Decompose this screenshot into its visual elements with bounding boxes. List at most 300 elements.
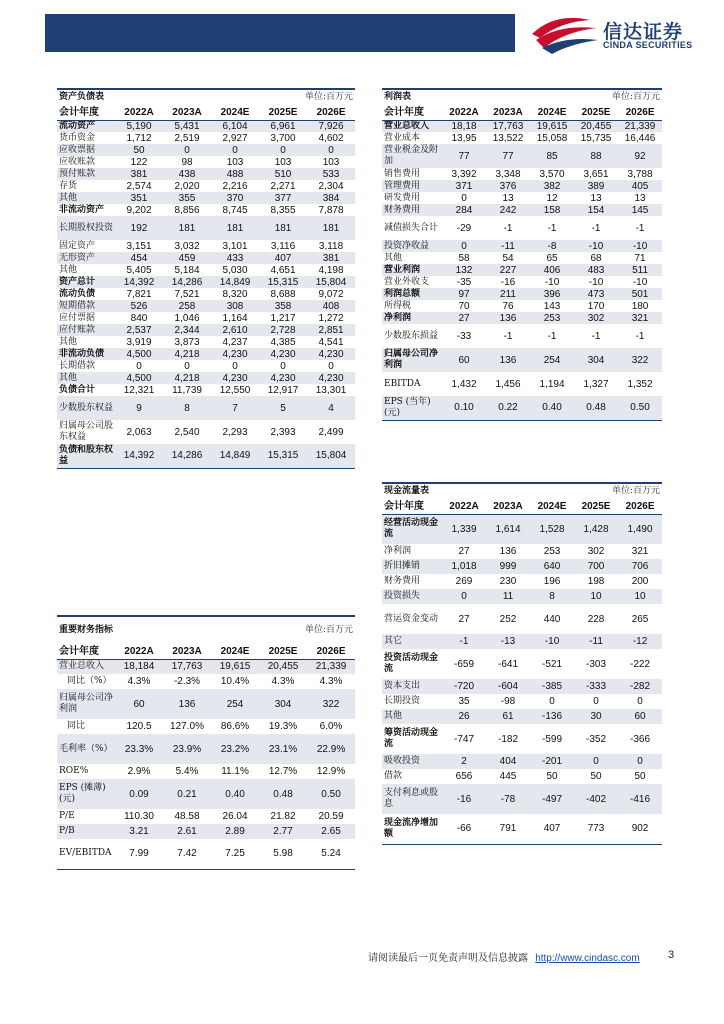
cell-value: 253 [543, 546, 561, 557]
cell-value: 1,712 [126, 132, 152, 144]
cell-value: 7,878 [318, 204, 344, 216]
cell-value: 0 [549, 696, 555, 707]
cell-value: 4,198 [318, 264, 344, 276]
cell-value: 5,184 [174, 264, 200, 276]
cell-value: 136 [486, 348, 530, 372]
cell-value: 269 [455, 576, 473, 587]
cell-value: 533 [307, 168, 355, 180]
cell-value: 8 [530, 589, 574, 604]
cell-value: 2,216 [222, 180, 248, 192]
cell-value: 20,455 [259, 659, 307, 674]
cell-value: 21.82 [270, 811, 296, 822]
cell-value: -521 [542, 658, 563, 670]
cell-value: 488 [211, 168, 259, 180]
cell-value: 60 [115, 689, 163, 719]
cell-value: 3,700 [270, 132, 296, 144]
cell-value: 181 [211, 216, 259, 240]
cell-value: 1,352 [627, 378, 653, 390]
cell-value: 154 [574, 204, 618, 216]
cell-value: 103 [274, 156, 292, 168]
cell-value: 4,237 [222, 336, 248, 348]
cell-value: 85 [530, 144, 574, 168]
row-label: 其它 [382, 634, 442, 649]
cell-value: 13,301 [315, 384, 347, 396]
table-row [382, 264, 662, 276]
cell-value: 2.77 [259, 824, 307, 839]
table-row [382, 324, 662, 348]
cell-value: 0 [211, 144, 259, 156]
year-header-row [382, 499, 662, 514]
cell-value: 2.89 [211, 824, 259, 839]
table-row [382, 168, 662, 180]
row-label: ROE% [59, 766, 89, 776]
cell-value: 8 [163, 396, 211, 420]
cell-value: 23.9% [163, 734, 211, 764]
cell-value: 0.50 [307, 779, 355, 809]
cell-value: 4,230 [211, 372, 259, 384]
cell-value: 2,540 [174, 426, 200, 438]
cell-value: 3,348 [495, 168, 521, 180]
cell-value: 1,432 [451, 378, 477, 390]
cell-value: 14,286 [163, 444, 211, 468]
cell-value: 9 [115, 396, 163, 420]
cell-value: 2.9% [127, 766, 151, 777]
table-row [57, 132, 355, 144]
cell-value: 60 [618, 709, 662, 724]
row-label: 非流动负债 [57, 348, 115, 360]
cell-value: -1 [591, 330, 601, 342]
row-label: 其他 [384, 252, 403, 263]
year-header: 2026E [618, 105, 662, 120]
row-label: 应收账款 [59, 156, 96, 167]
cell-value: 706 [618, 559, 662, 574]
cell-value: 19.3% [268, 721, 298, 732]
cell-value: 5.24 [307, 839, 355, 869]
row-label: 货币资金 [59, 132, 96, 143]
cell-value: 50 [115, 144, 163, 156]
cell-value: 136 [499, 546, 517, 557]
cell-value: 2,304 [318, 180, 344, 192]
cell-value: 4,230 [307, 372, 355, 384]
table-row [57, 444, 355, 468]
cell-value: 4 [307, 396, 355, 420]
cell-value: 6.0% [319, 721, 343, 732]
row-label: 投资损失 [382, 589, 442, 604]
cell-value: -10 [530, 634, 574, 649]
cell-value: 9,202 [126, 204, 152, 216]
cell-value: 11.1% [221, 766, 249, 777]
cell-value: 58 [458, 252, 470, 264]
row-label: 经营活动现金流 [382, 514, 442, 544]
year-header: 2026E [307, 105, 355, 120]
cell-value: 252 [499, 613, 517, 625]
cell-value: 254 [211, 689, 259, 719]
row-label: 归属母公司净利润 [382, 348, 442, 372]
cell-value: 459 [163, 252, 211, 264]
cell-value: 355 [163, 192, 211, 204]
cell-value: 4,651 [270, 264, 296, 276]
row-label: 长期股权投资 [57, 216, 115, 240]
row-label: EPS (摊薄)(元) [57, 779, 115, 809]
cell-value: 501 [618, 288, 662, 300]
cell-value: 2,851 [307, 324, 355, 336]
cell-value: 230 [499, 576, 517, 587]
cell-value: 122 [130, 156, 148, 168]
cell-value: 384 [307, 192, 355, 204]
cell-value: 8,745 [222, 204, 248, 216]
year-header-row [57, 105, 355, 120]
cell-value: 0.10 [442, 396, 486, 420]
cell-value: 97 [442, 288, 486, 300]
cell-value: 15,315 [259, 276, 307, 288]
cell-value: 127.0% [170, 721, 204, 732]
cell-value: -78 [486, 784, 530, 814]
year-header: 2025E [574, 499, 618, 514]
row-label: 固定资产 [59, 240, 96, 251]
cell-value: 14,392 [115, 276, 163, 288]
cell-value: -385 [530, 679, 574, 694]
cell-value: 181 [163, 216, 211, 240]
cell-value: 370 [211, 192, 259, 204]
row-label: 长期投资 [384, 696, 421, 706]
cell-value: 60 [442, 348, 486, 372]
cell-value: 2.61 [163, 824, 211, 839]
cell-value: 445 [499, 771, 517, 782]
cell-value: 50 [590, 771, 602, 782]
cell-value: 77 [442, 144, 486, 168]
row-label: 借款 [384, 771, 403, 781]
cell-value: 1,490 [618, 514, 662, 544]
table-title: 现金流量表 [382, 483, 530, 499]
cell-value: 198 [587, 576, 605, 587]
row-label: 归属母公司股东权益 [59, 421, 114, 442]
table-row [382, 754, 662, 769]
row-label: 营业税金及附加 [382, 144, 442, 168]
cell-value: 3,032 [174, 240, 200, 252]
cell-value: 0 [232, 360, 238, 372]
cell-value: 1,528 [530, 514, 574, 544]
cell-value: 1,456 [495, 378, 521, 390]
cell-value: -10 [618, 240, 662, 252]
cell-value: 3,116 [270, 240, 296, 252]
year-header-row [57, 644, 355, 659]
website-link[interactable]: http://www.cindasc.com [535, 953, 640, 964]
table-row [382, 604, 662, 634]
row-label: 其他 [382, 709, 442, 724]
cell-value: 0 [136, 360, 142, 372]
cell-value: 5 [259, 396, 307, 420]
cell-value: 4,230 [211, 348, 259, 360]
cell-value: 10 [574, 589, 618, 604]
table-row [382, 709, 662, 724]
table-row [57, 180, 355, 192]
cell-value: 2,020 [174, 180, 200, 192]
cell-value: 4,385 [270, 336, 296, 348]
cell-value: 4,500 [115, 372, 163, 384]
cell-value: 15,735 [580, 132, 612, 144]
cell-value: 408 [307, 300, 355, 312]
table-title-row [382, 89, 662, 105]
table-row [382, 288, 662, 300]
cell-value: 473 [574, 288, 618, 300]
cell-value: 5.98 [259, 839, 307, 869]
cell-value: 5,431 [163, 120, 211, 132]
cell-value: 15,804 [307, 276, 355, 288]
year-header: 2025E [259, 105, 307, 120]
cell-value: 16,446 [624, 132, 656, 144]
cell-value: 0.40 [530, 396, 574, 420]
cell-value: 3,651 [583, 168, 609, 180]
cell-value: 158 [530, 204, 574, 216]
cell-value: 3,101 [222, 240, 248, 252]
cell-value: 103 [322, 156, 340, 168]
cell-value: 11 [486, 589, 530, 604]
cell-value: 406 [530, 264, 574, 276]
cell-value: -98 [500, 696, 516, 707]
cell-value: 0 [280, 360, 286, 372]
cell-value: -10 [574, 240, 618, 252]
cell-value: 35 [458, 696, 470, 707]
cell-value: 7.25 [211, 839, 259, 869]
cell-value: 2,574 [126, 180, 152, 192]
cell-value: 20.59 [318, 811, 344, 822]
cell-value: 999 [486, 559, 530, 574]
cell-value: 120.5 [126, 721, 152, 732]
row-label: 销售费用 [384, 168, 421, 179]
cell-value: 68 [590, 252, 602, 264]
cell-value: -1 [591, 222, 601, 234]
cell-value: 2 [442, 754, 486, 769]
cell-value: 258 [163, 300, 211, 312]
cell-value: 1,614 [486, 514, 530, 544]
row-label: 筹资活动现金流 [384, 728, 439, 749]
cell-value: 0 [328, 360, 334, 372]
table-row [382, 348, 662, 372]
cell-value: 181 [259, 216, 307, 240]
table-row [57, 288, 355, 300]
income-statement-table [382, 88, 662, 421]
cell-value: -604 [486, 679, 530, 694]
year-header: 2025E [259, 644, 307, 659]
cell-value: 92 [618, 144, 662, 168]
year-header: 2024E [211, 105, 259, 120]
row-label: 所得税 [384, 300, 412, 311]
cell-value: 510 [259, 168, 307, 180]
cell-value: 23.1% [259, 734, 307, 764]
cell-value: 3,570 [539, 168, 565, 180]
cell-value: 61 [486, 709, 530, 724]
table-row [382, 724, 662, 754]
cell-value: 396 [530, 288, 574, 300]
cell-value: 308 [211, 300, 259, 312]
cell-value: 2,610 [211, 324, 259, 336]
table-row [57, 240, 355, 252]
row-label: 流动资产 [57, 120, 115, 132]
year-header: 2022A [115, 105, 163, 120]
cell-value: 404 [486, 754, 530, 769]
cell-value: -8 [530, 240, 574, 252]
cell-value: 110.30 [124, 811, 154, 822]
cell-value: 405 [618, 180, 662, 192]
table-row [57, 144, 355, 156]
table-row [57, 659, 355, 674]
row-label: 减值损失合计 [384, 222, 439, 233]
cell-value: 1,272 [318, 312, 344, 324]
cell-value: -1 [503, 222, 513, 234]
row-label: 负债和股东权益 [57, 444, 115, 468]
cell-value: 3,788 [627, 168, 653, 180]
cell-value: 6,104 [211, 120, 259, 132]
brand-name-cn: 信达证券 [603, 21, 684, 43]
year-header: 2024E [530, 105, 574, 120]
cell-value: 0 [259, 144, 307, 156]
cell-value: 2,728 [259, 324, 307, 336]
row-label: 应付票据 [59, 312, 96, 323]
balance-sheet-table [57, 88, 355, 469]
cell-value: 0.22 [486, 396, 530, 420]
cell-value: 27 [458, 546, 470, 557]
cell-value: 12.9% [316, 766, 346, 777]
cell-value: 1,327 [583, 378, 609, 390]
cell-value: 7.99 [115, 839, 163, 869]
row-label: 资产总计 [57, 276, 115, 288]
table-row [57, 156, 355, 168]
year-header: 2023A [163, 105, 211, 120]
cell-value: 136 [163, 689, 211, 719]
row-label: 预付账款 [57, 168, 115, 180]
table-row [382, 574, 662, 589]
table-row [382, 769, 662, 784]
cell-value: 30 [574, 709, 618, 724]
table-title: 重要财务指标 [57, 616, 211, 644]
row-label: EPS (当年)(元) [382, 396, 442, 420]
cell-value: 265 [631, 613, 649, 625]
cell-value: 2.65 [307, 824, 355, 839]
cell-value: 4.3% [319, 676, 343, 687]
table-title: 利润表 [382, 89, 530, 105]
cell-value: 14,286 [163, 276, 211, 288]
cell-value: 13 [634, 192, 646, 204]
cell-value: 15,058 [536, 132, 568, 144]
cell-value: -1 [547, 330, 557, 342]
cell-value: 2,271 [270, 180, 296, 192]
cell-value: 14,392 [115, 444, 163, 468]
year-header: 2023A [486, 105, 530, 120]
cell-value: 26.04 [222, 811, 248, 822]
cell-value: 0 [307, 144, 355, 156]
table-row [57, 689, 355, 719]
year-header: 2022A [442, 105, 486, 120]
cell-value: 4.3% [127, 676, 151, 687]
cell-value: 322 [618, 348, 662, 372]
cell-value: 376 [486, 180, 530, 192]
cell-value: 4,230 [307, 348, 355, 360]
cell-value: 242 [486, 204, 530, 216]
year-header: 2024E [530, 499, 574, 514]
cell-value: 4.3% [271, 676, 295, 687]
cell-value: 0.48 [574, 396, 618, 420]
cell-value: -182 [498, 733, 519, 745]
cell-value: 0 [442, 240, 486, 252]
table-row [382, 679, 662, 694]
cell-value: 407 [259, 252, 307, 264]
table-row [57, 809, 355, 824]
table-row [382, 204, 662, 216]
cell-value: 0 [163, 144, 211, 156]
cell-value: 0 [442, 589, 486, 604]
cell-value: 438 [163, 168, 211, 180]
table-row [57, 839, 355, 869]
cell-value: 321 [618, 312, 662, 324]
cell-value: 0.21 [163, 779, 211, 809]
cell-value: 2,063 [126, 426, 152, 438]
row-label: 投资净收益 [382, 240, 442, 252]
cell-value: 511 [618, 264, 662, 276]
cell-value: 196 [543, 576, 561, 587]
cell-value: 23.2% [211, 734, 259, 764]
row-label: 净利润 [382, 312, 442, 324]
cell-value: 15,804 [307, 444, 355, 468]
cell-value: 351 [115, 192, 163, 204]
cell-value: 284 [442, 204, 486, 216]
cell-value: 21,339 [307, 659, 355, 674]
row-label: 应付账款 [57, 324, 115, 336]
cell-value: -599 [542, 733, 563, 745]
cell-value: 3,873 [174, 336, 200, 348]
cell-value: -136 [530, 709, 574, 724]
fiscal-year-header: 会计年度 [57, 105, 115, 120]
cell-value: -12 [618, 634, 662, 649]
cell-value: 10 [618, 589, 662, 604]
cell-value: 3.21 [115, 824, 163, 839]
year-header: 2026E [618, 499, 662, 514]
cell-value: 77 [486, 144, 530, 168]
cell-value: -222 [630, 658, 651, 670]
cell-value: 54 [502, 252, 514, 264]
row-label: 非流动资产 [59, 204, 105, 215]
table-row [57, 348, 355, 360]
table-row [382, 144, 662, 168]
cell-value: -1 [503, 330, 513, 342]
cell-value: 7,926 [307, 120, 355, 132]
cell-value: 3,919 [126, 336, 152, 348]
cell-value: 2,519 [174, 132, 200, 144]
row-label: P/E [59, 811, 75, 821]
cash-flow-table [382, 482, 662, 845]
cell-value: 0.09 [115, 779, 163, 809]
row-label: 长期借款 [59, 360, 96, 371]
table-title: 资产负债表 [57, 89, 211, 105]
row-label: 营业成本 [384, 132, 421, 143]
cell-value: 26 [442, 709, 486, 724]
cell-value: 4,218 [163, 372, 211, 384]
row-label: 其他 [57, 372, 115, 384]
table-row [57, 779, 355, 809]
table-row [57, 360, 355, 372]
cell-value: 3,151 [126, 240, 152, 252]
cell-value: 2,499 [318, 426, 344, 438]
cell-value: 0 [184, 360, 190, 372]
cell-value: -1 [635, 330, 645, 342]
cell-value: -366 [630, 733, 651, 745]
table-title-row [382, 483, 662, 499]
table-row [57, 674, 355, 689]
cell-value: 50 [634, 771, 646, 782]
row-label: 无形资产 [57, 252, 115, 264]
cell-value: 8,856 [174, 204, 200, 216]
cell-value: 1,217 [270, 312, 296, 324]
table-row [382, 132, 662, 144]
